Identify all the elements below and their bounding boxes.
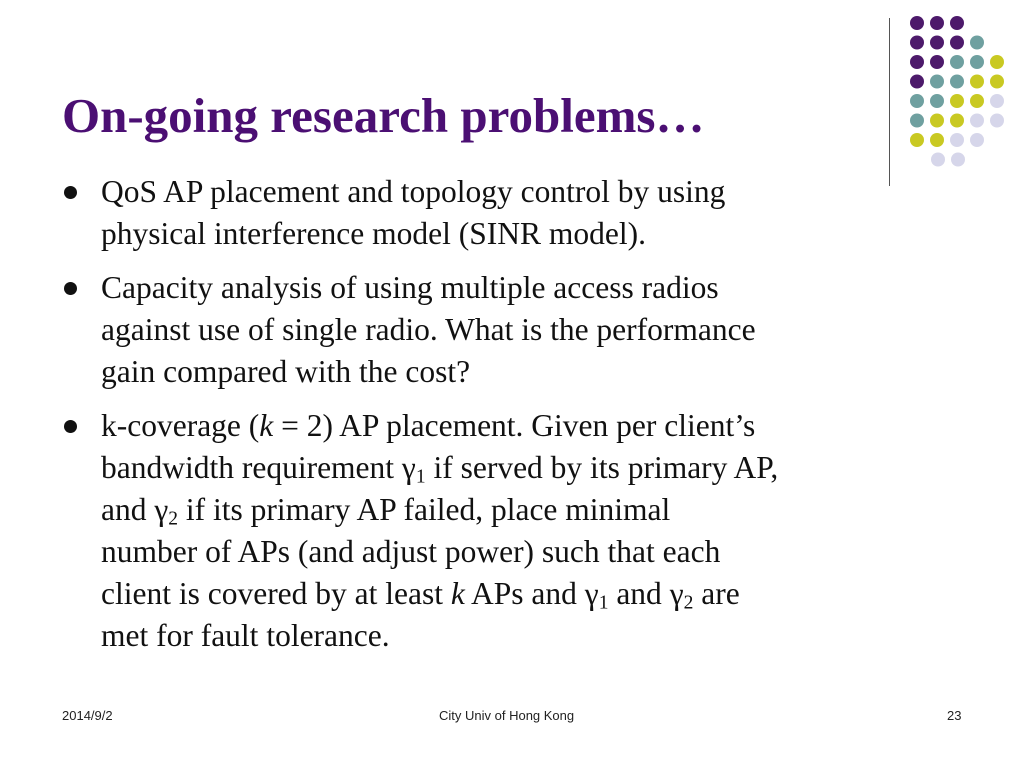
decorative-dot bbox=[990, 114, 1004, 128]
variable-k: k bbox=[450, 576, 465, 611]
decorative-dot bbox=[970, 94, 984, 108]
footer-date: 2014/9/2 bbox=[62, 708, 113, 723]
decorative-dot bbox=[970, 55, 984, 69]
bullet-line: against use of single radio. What is the performance bbox=[101, 312, 756, 347]
bullet-item-k-coverage bbox=[62, 405, 977, 657]
bullet-line: number of APs (and adjust power) such that each bbox=[101, 534, 721, 569]
decorative-dot bbox=[910, 75, 924, 89]
bullet-line: physical interference model (SINR model). bbox=[101, 216, 646, 251]
subscript: 1 bbox=[598, 592, 609, 614]
footer-organization: City Univ of Hong Kong bbox=[439, 708, 575, 723]
subscript: 2 bbox=[683, 592, 694, 614]
decorative-dot bbox=[930, 133, 944, 147]
decorative-dot bbox=[950, 16, 964, 30]
decorative-dot bbox=[990, 94, 1004, 108]
bullet-item-capacity-analysis bbox=[62, 267, 977, 393]
subscript: 1 bbox=[415, 466, 426, 488]
decorative-dot bbox=[950, 133, 964, 147]
decorative-dot bbox=[951, 153, 965, 167]
decorative-dot bbox=[950, 75, 964, 89]
gamma-symbol: γ bbox=[669, 576, 684, 611]
bullet-item-qos-placement bbox=[62, 171, 977, 255]
subscript: 2 bbox=[168, 508, 179, 530]
decorative-dot bbox=[930, 94, 944, 108]
bullet-line: and $\gamma_2$ if its primary AP failed, place minimal bbox=[101, 492, 671, 530]
slide-number: 23 bbox=[947, 708, 962, 723]
variable-k: k bbox=[259, 408, 274, 443]
bullet-icon bbox=[64, 186, 77, 199]
gamma-symbol: γ bbox=[154, 492, 169, 527]
bullet-icon bbox=[64, 420, 77, 433]
decorative-dot bbox=[930, 55, 944, 69]
bullet-icon bbox=[64, 282, 77, 295]
slide-title: On-going research problems… bbox=[62, 88, 705, 143]
decorative-dot bbox=[910, 36, 924, 50]
decorative-dot bbox=[930, 75, 944, 89]
decorative-dot bbox=[930, 114, 944, 128]
decorative-dot bbox=[970, 75, 984, 89]
decorative-dot bbox=[910, 55, 924, 69]
gamma-symbol: γ bbox=[584, 576, 599, 611]
bullet-line: gain compared with the cost? bbox=[101, 354, 471, 389]
bullet-line: client is covered by at least k APs and $\gamma_1$ and $\gamma_2$ are bbox=[101, 576, 740, 614]
bullet-line: bandwidth requirement $\gamma_1$ if served by its primary AP, bbox=[101, 450, 779, 488]
decorative-dot bbox=[930, 36, 944, 50]
decorative-dot bbox=[950, 55, 964, 69]
bullet-line: k-coverage (k = 2) AP placement. Given per client’s bbox=[101, 408, 756, 443]
bullet-line: Capacity analysis of using multiple access radios bbox=[101, 270, 719, 305]
decorative-dot bbox=[990, 55, 1004, 69]
bullet-list bbox=[62, 171, 977, 669]
decorative-dot bbox=[910, 114, 924, 128]
decorative-dot bbox=[950, 114, 964, 128]
decorative-dot bbox=[970, 114, 984, 128]
decorative-dot bbox=[931, 153, 945, 167]
decorative-dot bbox=[930, 16, 944, 30]
decorative-dot bbox=[910, 16, 924, 30]
decorative-dot bbox=[950, 36, 964, 50]
decorative-dot bbox=[910, 94, 924, 108]
decorative-dot bbox=[970, 36, 984, 50]
decorative-dot bbox=[990, 75, 1004, 89]
gamma-symbol: γ bbox=[401, 450, 416, 485]
bullet-line: met for fault tolerance. bbox=[101, 618, 390, 653]
decorative-dot bbox=[970, 133, 984, 147]
bullet-line: QoS AP placement and topology control by using bbox=[101, 174, 726, 209]
decorative-dot bbox=[950, 94, 964, 108]
decorative-dot bbox=[910, 133, 924, 147]
